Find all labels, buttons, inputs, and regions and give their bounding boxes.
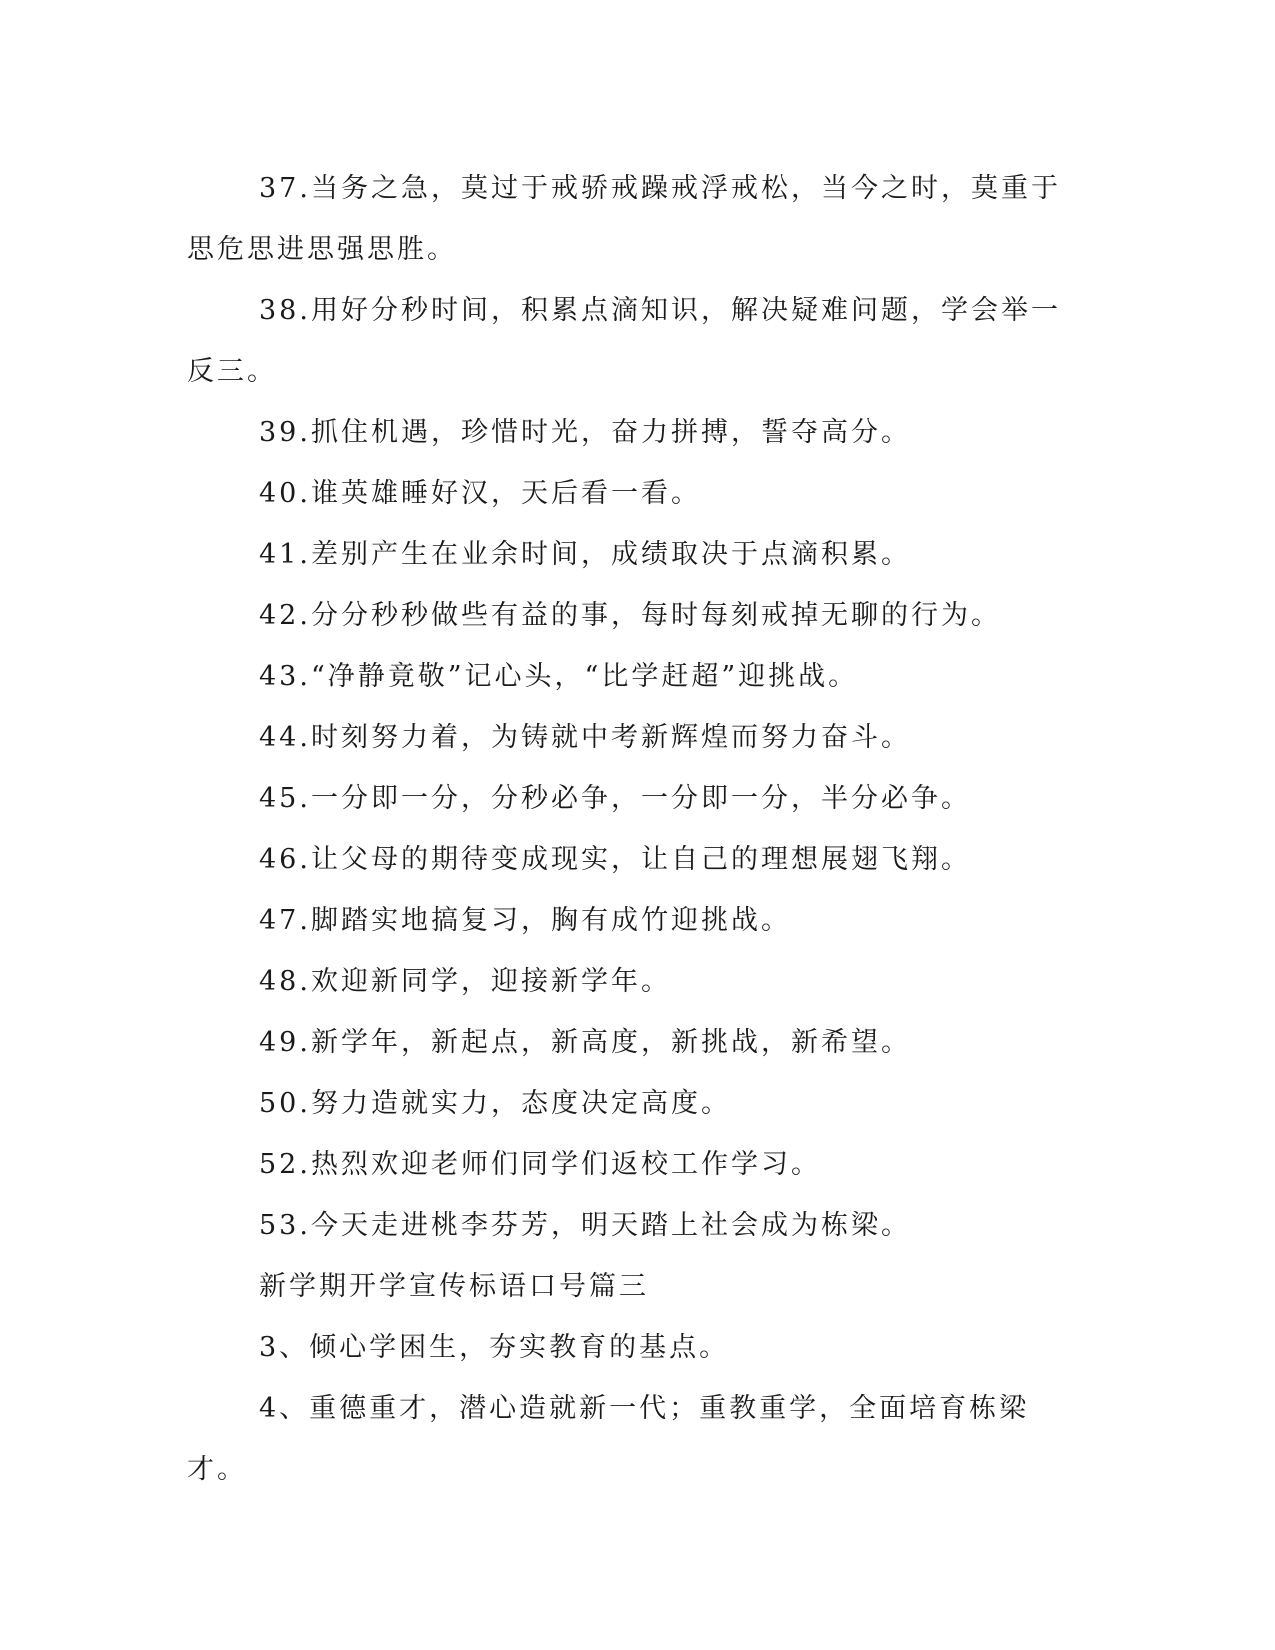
paragraph-52: 52.热烈欢迎老师们同学们返校工作学习。 (259, 1149, 821, 1180)
paragraph-42: 42.分分秒秒做些有益的事，每时每刻戒掉无聊的行为。 (259, 600, 1001, 631)
paragraph-50: 50.努力造就实力，态度决定高度。 (259, 1088, 731, 1119)
paragraph-37: 37.当务之急，莫过于戒骄戒躁戒浮戒松，当今之时，莫重于思危思进思强思胜。 (187, 173, 1061, 265)
paragraph-item-4: 4、重德重才，潜心造就新一代；重教重学，全面培育栋梁才。 (187, 1393, 1030, 1485)
paragraph-43: 43.“净静竟敬”记心头，“比学赶超”迎挑战。 (259, 661, 859, 692)
paragraph-38: 38.用好分秒时间，积累点滴知识，解决疑难问题，学会举一反三。 (187, 295, 1061, 387)
paragraph-53: 53.今天走进桃李芬芳，明天踏上社会成为栋梁。 (259, 1210, 911, 1241)
paragraph-48: 48.欢迎新同学，迎接新学年。 (259, 966, 671, 997)
paragraph-40: 40.谁英雄睡好汉，天后看一看。 (259, 478, 701, 509)
paragraph-44: 44.时刻努力着，为铸就中考新辉煌而努力奋斗。 (259, 722, 911, 753)
paragraph-47: 47.脚踏实地搞复习，胸有成竹迎挑战。 (259, 905, 791, 936)
paragraph-39: 39.抓住机遇，珍惜时光，奋力拼搏，誓夺高分。 (259, 417, 911, 448)
section-heading: 新学期开学宣传标语口号篇三 (259, 1271, 649, 1302)
document-body (187, 158, 1077, 1500)
paragraph-item-3: 3、倾心学困生，夯实教育的基点。 (259, 1332, 730, 1363)
paragraph-41: 41.差别产生在业余时间，成绩取决于点滴积累。 (259, 539, 911, 570)
paragraph-45: 45.一分即一分，分秒必争，一分即一分，半分必争。 (259, 783, 971, 814)
paragraph-49: 49.新学年，新起点，新高度，新挑战，新希望。 (259, 1027, 911, 1058)
paragraph-46: 46.让父母的期待变成现实，让自己的理想展翅飞翔。 (259, 844, 971, 875)
